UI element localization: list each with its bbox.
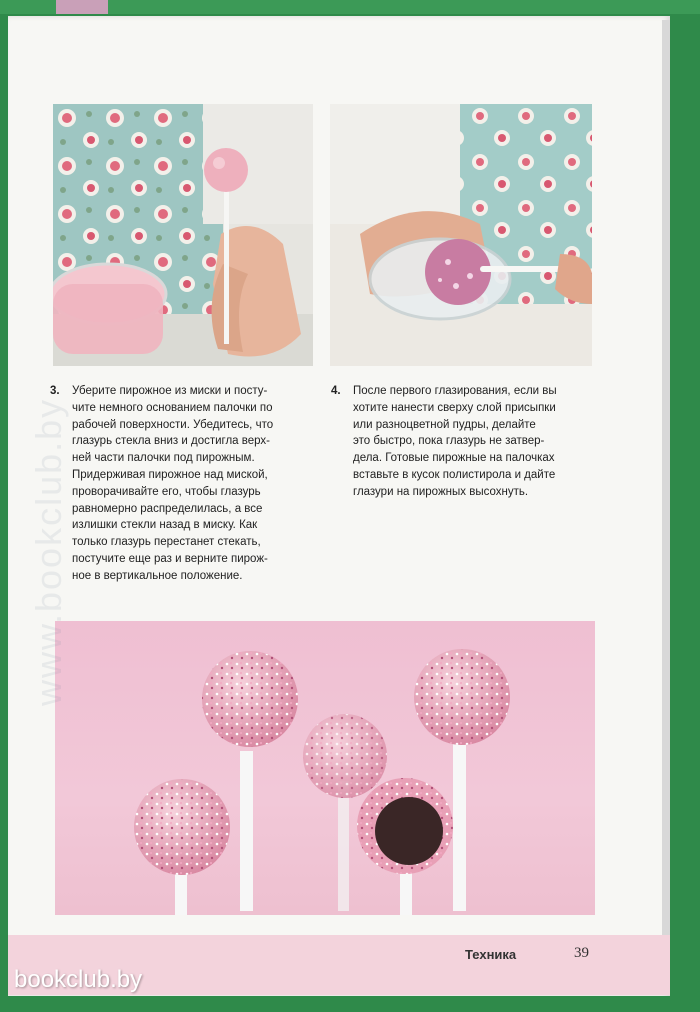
photo-sprinkling-illustration: [330, 104, 592, 366]
step-4-number: 4.: [331, 385, 341, 397]
cover-edge: [0, 0, 700, 14]
photo-finished-cake-pops: [55, 621, 595, 915]
step-4: [331, 383, 593, 523]
book-page: [8, 16, 670, 996]
photo-sprinkling-cake-pop: [330, 104, 592, 366]
vertical-watermark: www.bookclub.by: [28, 397, 69, 706]
step-4-text: После первого глазирования, если вы хотите нанести сверху слой присыпки или разноцветной пудры, делайте это быстро, пока глазурь не затвер- дела. Готовые пирожные на палочках вставьте в кусок полистирола и дайте глазури на пирожных высохнуть.: [353, 385, 557, 498]
photo-tapping-illustration: [53, 104, 313, 366]
bottom-watermark: bookclub.by: [14, 966, 143, 993]
cover-edge-accent: [56, 0, 108, 14]
step-3: [50, 383, 310, 603]
page-edge: [662, 20, 670, 980]
page-number: 39: [574, 945, 589, 961]
photo-cake-pops-illustration: [55, 621, 595, 915]
photo-tapping-cake-pop: [53, 104, 313, 366]
step-3-text: Уберите пирожное из миски и посту- чите немного основанием палочки по рабочей поверхности. Убедитесь, что глазурь стекла вниз и достигла верх- ней части палочки под пирожным. Придерживая пирожное над миской, проворачивайте его, чтобы глазурь равномерно распределилась, а все излишки стекли назад в миску. Как только глазурь перестанет стекать, постучите еще раз и верните пирож- ное в вертикальное положение.: [72, 385, 274, 582]
section-label: Техника: [465, 947, 517, 962]
step-3-number: 3.: [50, 385, 60, 397]
